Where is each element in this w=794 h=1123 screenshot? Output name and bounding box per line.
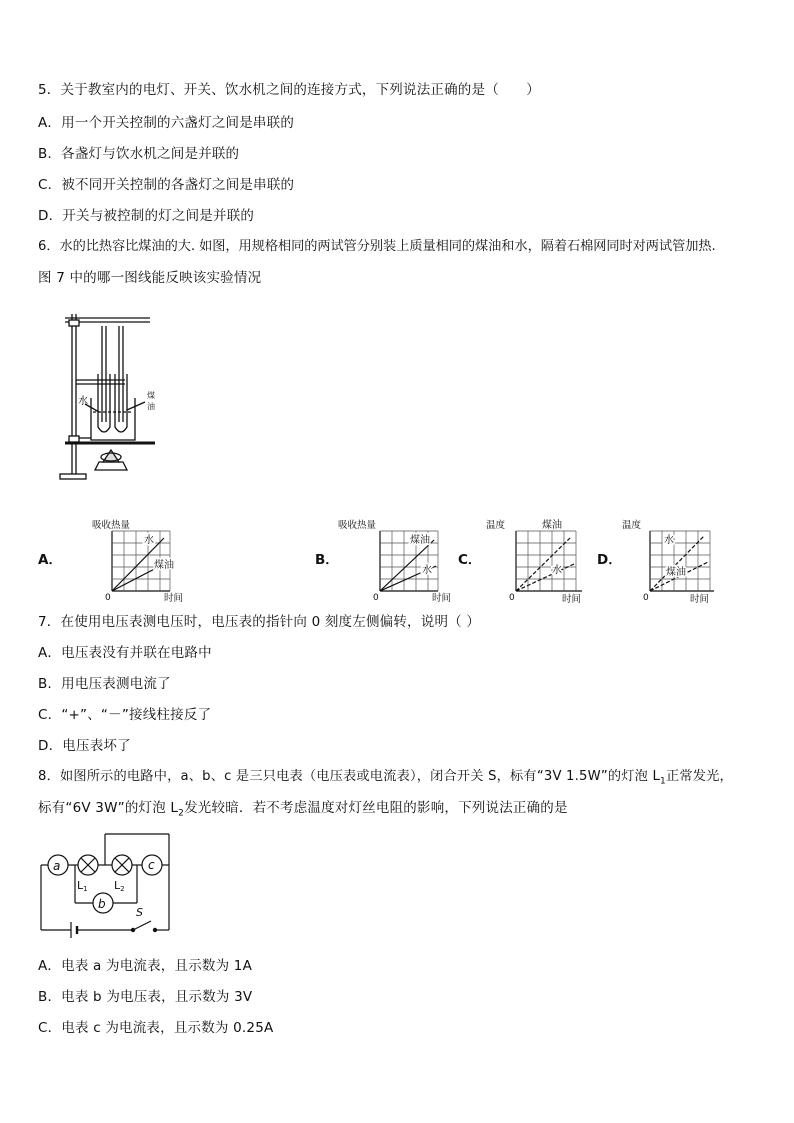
q5-option-a: A．用一个开关控制的六盏灯之间是串联的 — [38, 115, 295, 131]
chart-b-label-upper: 煤油 — [410, 535, 430, 546]
q7-option-c: C．“+”、“－”接线柱接反了 — [38, 707, 212, 723]
chart-b-label-lower: 水 — [422, 565, 432, 576]
q6-chart-b — [338, 518, 458, 602]
chart-a-origin: 0 — [105, 593, 111, 602]
chart-a-label-lower: 煤油 — [154, 560, 174, 571]
chart-b-xlabel: 时间 — [432, 593, 452, 602]
q8-stem2-a: 标有“6V 3W”的灯泡 L — [38, 800, 179, 816]
q8-stem1-b: 正常发光， — [665, 769, 733, 784]
q7-option-a: A．电压表没有并联在电路中 — [38, 645, 212, 661]
circuit-lamp2-label — [114, 879, 125, 893]
q8-stem1-sub: 1 — [660, 776, 666, 787]
q7-option-b: B．用电压表测电流了 — [38, 676, 171, 692]
q5-option-b: B．各盏灯与饮水机之间是并联的 — [38, 146, 240, 162]
chart-b-ylabel: 吸收热量 — [338, 520, 377, 531]
q8-stem2-sub: 2 — [178, 808, 185, 819]
q8-circuit-diagram — [38, 830, 178, 942]
q6-chart-b-option: B． — [315, 552, 339, 568]
circuit-lamp1-sub: 1 — [83, 885, 88, 893]
q6-chart-c-option: C． — [458, 552, 482, 568]
chart-a-ylabel: 吸收热量 — [92, 520, 131, 531]
chart-a-xlabel: 时间 — [164, 593, 184, 602]
chart-d-xlabel: 时间 — [690, 594, 710, 604]
circuit-meter-b-label: b — [98, 897, 106, 911]
circuit-lamp1-letter: L — [77, 879, 84, 892]
q8-stem-line1 — [38, 768, 733, 791]
q6-chart-d — [618, 518, 728, 604]
circuit-switch-label: S — [136, 906, 143, 919]
q8-option-a: A．电表 a 为电流表，且示数为 1A — [38, 958, 253, 974]
chart-b-origin: 0 — [373, 593, 379, 602]
q6-chart-a-option: A． — [38, 552, 62, 568]
q8-stem-line2 — [38, 799, 568, 823]
apparatus-water-label: 水 — [78, 396, 88, 407]
chart-c-origin: 0 — [509, 593, 515, 603]
chart-d-line-upper — [650, 536, 704, 591]
q8-stem1-a: 8．如图所示的电路中，a、b、c 是三只电表（电压表或电流表），闭合开关 S，标有“3V 1.5W”的灯泡 L — [38, 769, 661, 784]
chart-c-label-lower: 水 — [552, 565, 562, 576]
apparatus-kerosene-label-1: 煤 — [147, 391, 155, 400]
apparatus-kerosene-label-2: 油 — [147, 402, 155, 411]
chart-c-xlabel: 时间 — [562, 594, 582, 604]
chart-d-origin: 0 — [643, 593, 649, 603]
q5-option-c: C．被不同开关控制的各盏灯之间是串联的 — [38, 177, 295, 193]
q5-option-d: D．开关与被控制的灯之间是并联的 — [38, 208, 255, 224]
chart-c-ylabel: 温度 — [486, 520, 506, 531]
q8-stem2-b: 发光较暗．若不考虑温度对灯丝电阻的影响，下列说法正确的是 — [184, 800, 568, 816]
chart-d-label-upper: 水 — [664, 535, 674, 546]
q6-apparatus-figure — [55, 312, 170, 484]
q7-option-d: D．电压表坏了 — [38, 738, 131, 754]
circuit-meter-a-label: a — [53, 859, 61, 873]
q6-stem-line1: 6．水的比热容比煤油的大. 如图，用规格相同的两试管分别装上质量相同的煤油和水，隔着石棉网同时对两试管加热. — [38, 239, 716, 254]
circuit-lamp2-letter: L — [114, 879, 121, 892]
circuit-lamp2-sub: 2 — [120, 885, 125, 893]
chart-a-label-upper: 水 — [144, 535, 154, 546]
chart-d-label-lower: 煤油 — [666, 567, 686, 578]
q7-stem: 7．在使用电压表测电压时，电压表的指针向 0 刻度左侧偏转，说明（ ） — [38, 614, 481, 630]
circuit-lamp1-label — [77, 879, 88, 893]
chart-d-ylabel: 温度 — [622, 520, 642, 531]
chart-c-label-upper: 煤油 — [542, 520, 562, 531]
q5-stem: 5．关于教室内的电灯、开关、饮水机之间的连接方式，下列说法正确的是（ ） — [38, 82, 540, 98]
q6-chart-c — [482, 518, 592, 604]
q6-stem-line2: 图 7 中的哪一图线能反映该实验情况 — [38, 270, 262, 286]
q8-option-c: C．电表 c 为电流表，且示数为 0.25A — [38, 1020, 274, 1036]
chart-c-line-lower — [516, 564, 574, 591]
q6-chart-d-option: D． — [597, 552, 622, 568]
q6-chart-a — [92, 518, 210, 602]
circuit-meter-c-label: c — [148, 858, 155, 872]
q8-option-b: B．电表 b 为电压表，且示数为 3V — [38, 989, 253, 1005]
